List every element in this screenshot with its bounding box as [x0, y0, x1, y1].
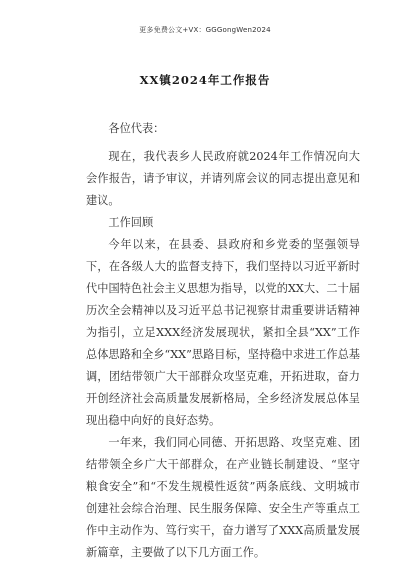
document-body: [86, 118, 360, 564]
paragraph-summary: 一年来，我们同心同德、开拓思路、攻坚克难、团结带领全乡广大干部群众，在产业链长制建设、“坚守粮食安全”和“不发生规模性返贫”两条底线、文明城市创建社会综合治理、民生服务保障、安全生产等重点工作中主动作为、笃行实干，奋力谱写了XXX高质量发展新篇章，主要做了以下几方面工作。: [86, 436, 360, 559]
section-heading: 工作回顾: [108, 216, 154, 229]
header-note: 更多免费公文+VX：GGGongWen2024: [139, 26, 271, 34]
paragraph-review: 今年以来，在县委、县政府和乡党委的坚强领导下，在各级人大的监督支持下，我们坚持以习近平新时代中国特色社会主义思想为指导，以党的XX大、二十届历次全会精神以及习近平总书记视察甘肃重要讲话精神为指引，立足XXX经济发展现状，紧扣全县“XX”工作总体思路和全乡“XX”思路目标，坚持稳中求进工作总基调，团结带领广大干部群众攻坚克难，开拓进取，奋力开创经济社会高质量发展新格局，全乡经济发展总体呈现出稳中向好的良好态势。: [86, 238, 360, 427]
paragraph-intro: 现在，我代表乡人民政府就2024年工作情况向大会作报告，请予审议，并请列席会议的同志提出意见和建议。: [86, 150, 360, 207]
salutation: 各位代表：: [108, 122, 165, 135]
document-title: XX镇2024年工作报告: [139, 73, 271, 87]
